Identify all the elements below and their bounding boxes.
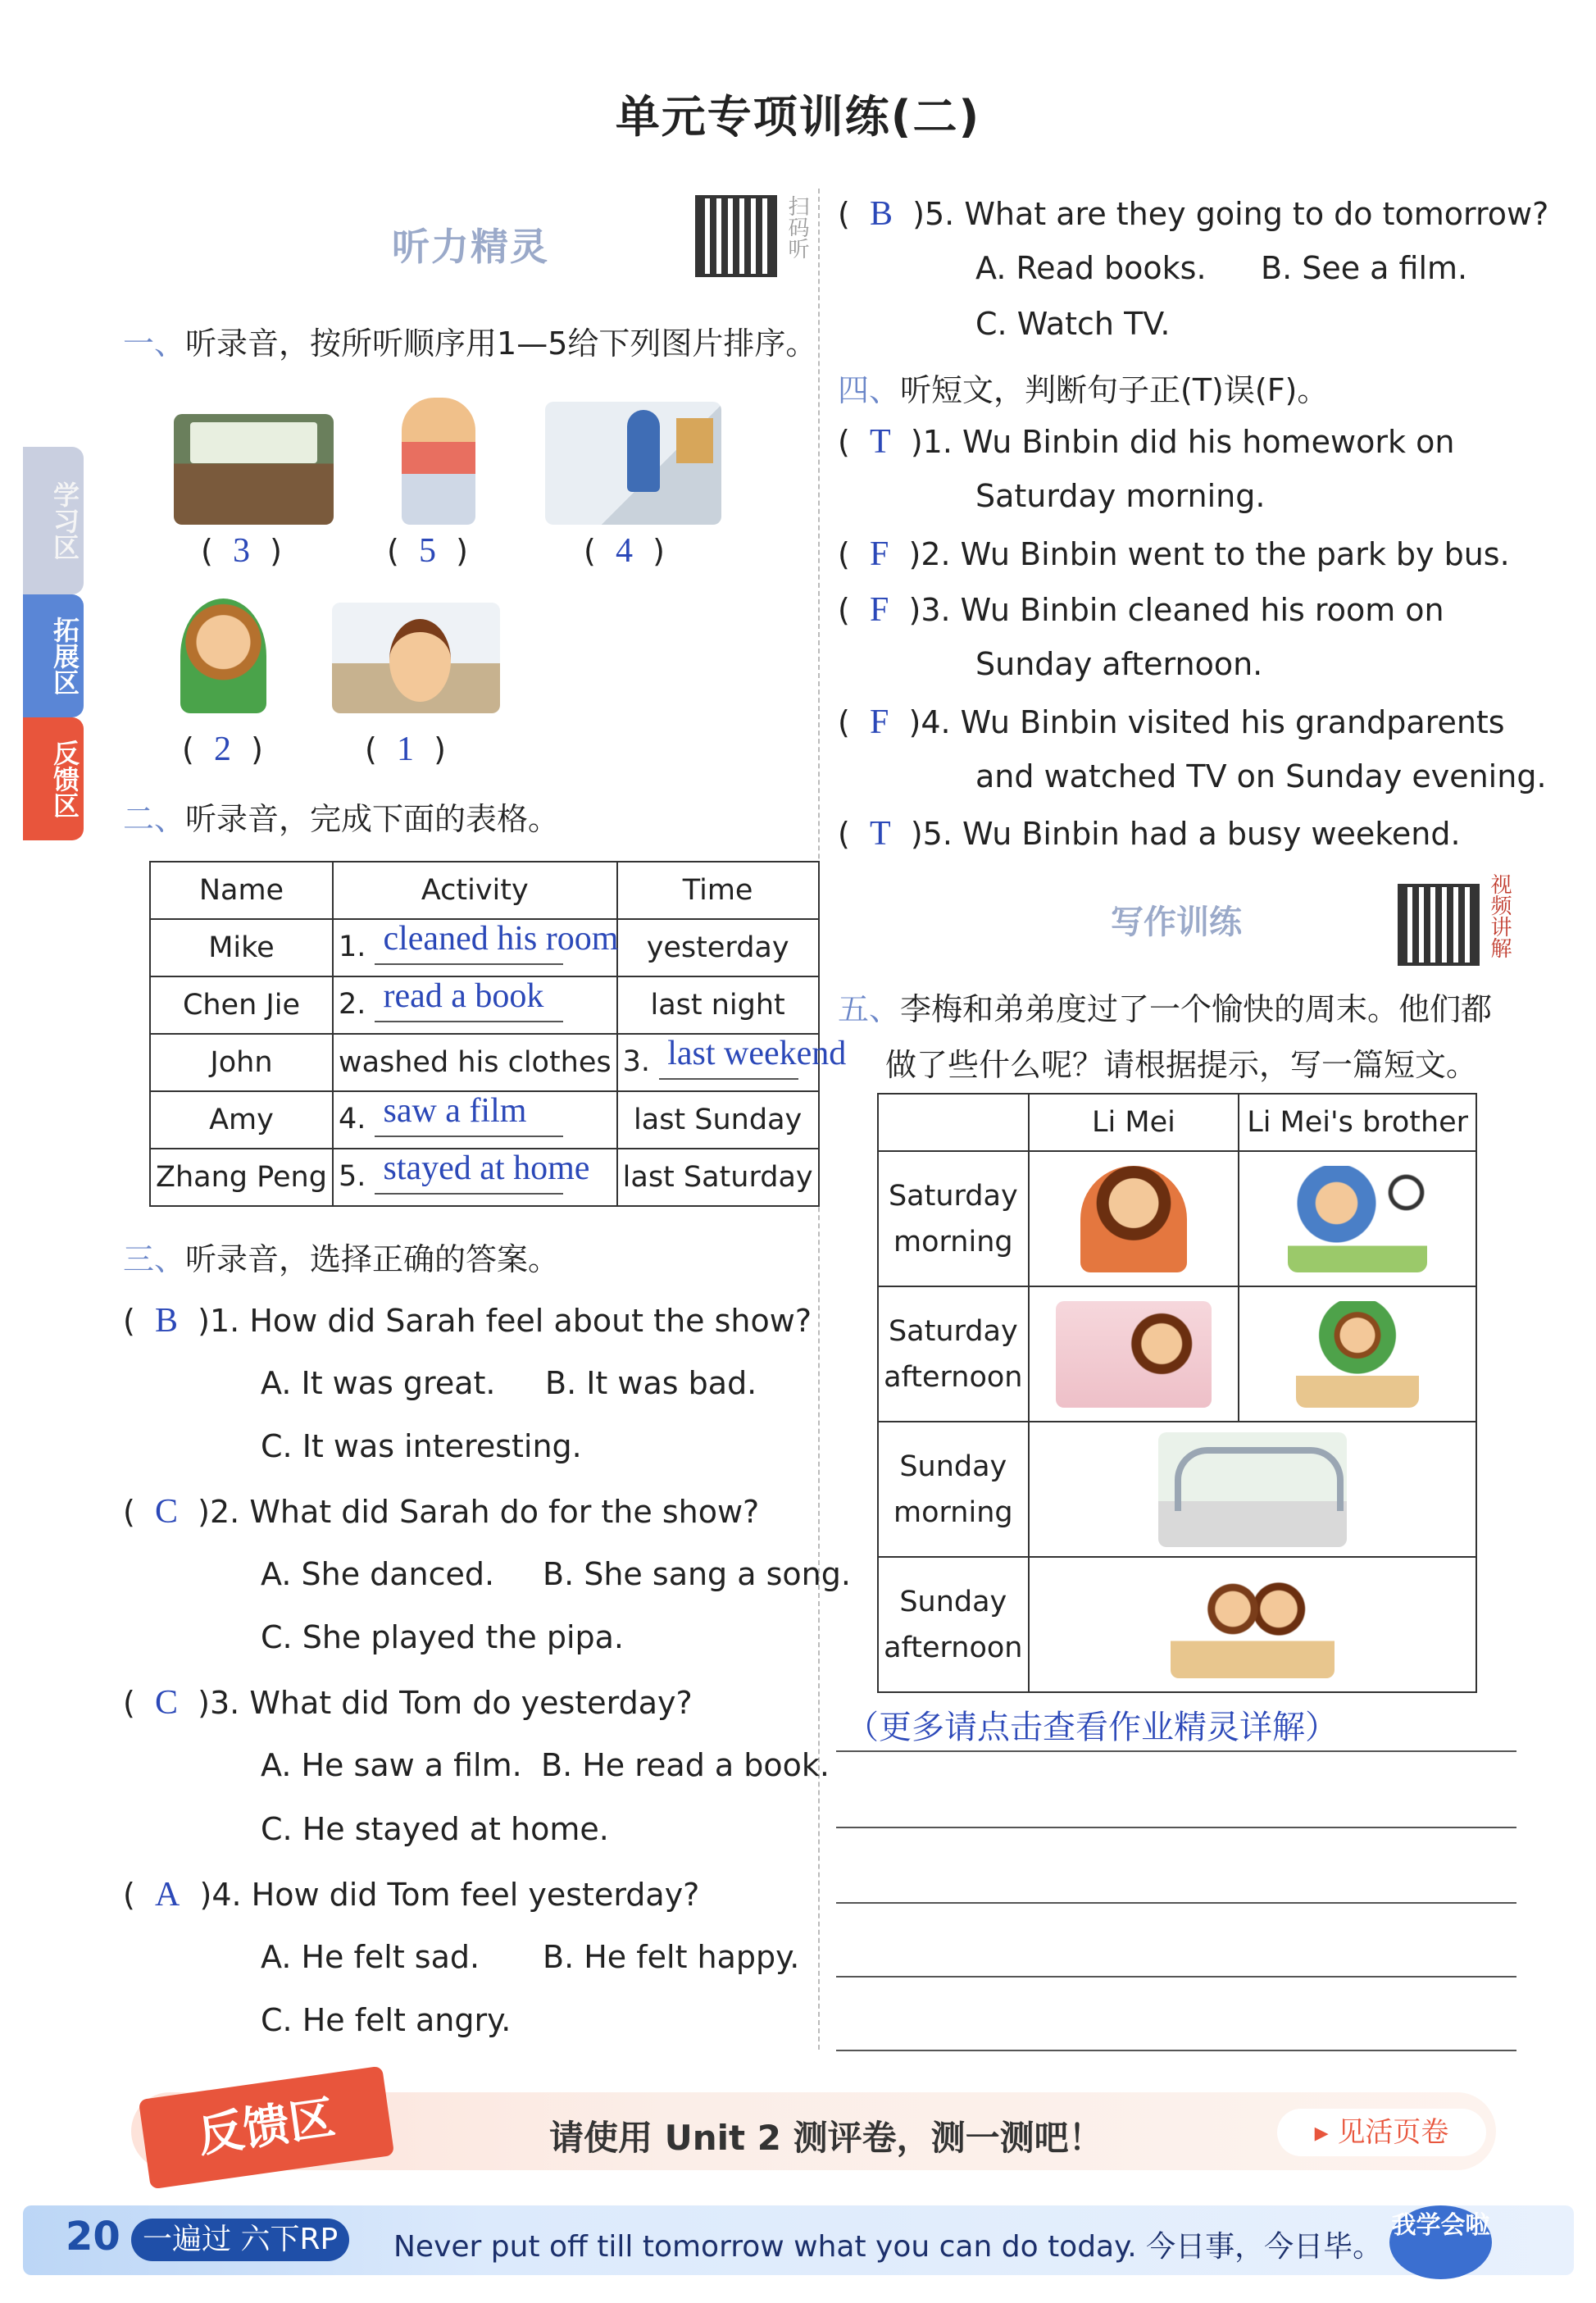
- tf-item-2: ( F )2. Wu Binbin went to the park by bus.: [838, 535, 1510, 573]
- option-c: C. She played the pipa.: [261, 1619, 624, 1655]
- side-tab-label: 拓展区: [49, 617, 80, 695]
- option-a: A. He saw a film.: [261, 1747, 522, 1783]
- table-row: [878, 1557, 1476, 1692]
- row-label-line: afternoon: [884, 1360, 1023, 1394]
- tf-item-1-cont: Saturday morning.: [975, 478, 1266, 514]
- more-details-link[interactable]: （更多请点击查看作业精灵详解）: [846, 1709, 1338, 1745]
- zoo-picture: [1029, 1422, 1476, 1557]
- item-text: )3. Wu Binbin cleaned his room on: [908, 592, 1444, 628]
- tf-item-3-cont: Sunday afternoon.: [975, 646, 1263, 682]
- question-3: ( C )3. What did Tom do yesterday?: [123, 1684, 693, 1722]
- handwritten-answer: last weekend: [667, 1035, 847, 1072]
- row-label-line: morning: [893, 1225, 1013, 1258]
- table-row: [878, 1286, 1476, 1422]
- qr-code-icon[interactable]: [695, 195, 777, 277]
- option-a: A. Read books.: [975, 250, 1207, 286]
- option-b: B. It was bad.: [545, 1365, 757, 1401]
- qr-hint: 视频讲解: [1487, 873, 1512, 958]
- side-tab-study[interactable]: [23, 447, 84, 594]
- header-cell: Activity: [333, 862, 617, 919]
- page-number: 20: [66, 2214, 120, 2260]
- row-label: [878, 1286, 1029, 1422]
- row-label-line: Sunday: [899, 1585, 1007, 1618]
- time-cell: last night: [617, 976, 819, 1034]
- writing-tag: 写作训练: [1111, 903, 1242, 941]
- option-a: A. It was great.: [261, 1365, 496, 1401]
- blank-number: 2.: [338, 988, 366, 1021]
- cinema-picture: [174, 414, 334, 525]
- page-title: 单元专项训练(二): [615, 91, 981, 143]
- section-5-heading-cont: 做了些什么呢？请根据提示，写一篇短文。: [885, 1047, 1478, 1083]
- section-5-heading: [838, 984, 1492, 1029]
- time-cell: last Saturday: [617, 1149, 819, 1206]
- item-text: )2. Wu Binbin went to the park by bus.: [908, 536, 1510, 572]
- section-number: 一、: [123, 325, 186, 362]
- button-label: 见活页卷: [1337, 2116, 1449, 2149]
- option-c: C. He felt angry.: [261, 2002, 512, 2038]
- table-header-row: [150, 862, 819, 919]
- table-row: [150, 1034, 819, 1091]
- limei-tv-picture: [1029, 1286, 1239, 1422]
- side-tab-expand[interactable]: [23, 594, 84, 717]
- option-b: B. He read a book.: [541, 1747, 830, 1783]
- tf-item-4-cont: and watched TV on Sunday evening.: [975, 758, 1547, 794]
- handwritten-answer: cleaned his room: [383, 920, 619, 958]
- answer-value: 2: [213, 730, 231, 768]
- name-cell: Amy: [150, 1091, 333, 1149]
- item-text: )1. Wu Binbin did his homework on: [910, 424, 1455, 460]
- writing-line[interactable]: [836, 1827, 1516, 1828]
- section-1-heading: [123, 318, 816, 363]
- question-text: )1. How did Sarah feel about the show?: [198, 1303, 812, 1339]
- see-loose-leaf-button[interactable]: [1277, 2109, 1486, 2156]
- row-label-line: morning: [893, 1495, 1013, 1529]
- blank-number: 1.: [338, 931, 366, 963]
- table-row: [150, 976, 819, 1034]
- motto: Never put off till tomorrow what you can do today. 今日事，今日毕。: [393, 2230, 1383, 2264]
- option-c: C. It was interesting.: [261, 1428, 582, 1464]
- question-text: )5. What are they going to do tomorrow?: [912, 196, 1549, 232]
- section-text: 听录音，选择正确的答案。: [185, 1241, 560, 1277]
- answer-value[interactable]: C: [154, 1684, 178, 1722]
- book-badge: [131, 2219, 349, 2261]
- tf-item-1: ( T )1. Wu Binbin did his homework on: [838, 423, 1455, 461]
- writing-line[interactable]: [836, 2050, 1516, 2051]
- row-label: [878, 1557, 1029, 1692]
- qr-hint: 扫码听: [784, 195, 809, 259]
- name-cell: John: [150, 1034, 333, 1091]
- answer-value[interactable]: T: [869, 815, 891, 853]
- section-number: 二、: [123, 801, 186, 837]
- play-arrow-icon: ▸: [1314, 2116, 1338, 2149]
- row-label: [878, 1422, 1029, 1557]
- option-a: A. She danced.: [261, 1556, 495, 1592]
- table-row: [878, 1151, 1476, 1286]
- name-cell: Chen Jie: [150, 976, 333, 1034]
- header-cell: Li Mei's brother: [1239, 1094, 1476, 1151]
- writing-line[interactable]: [836, 1976, 1516, 1978]
- girl-washing-picture: [332, 603, 500, 713]
- side-tab-label: 反馈区: [49, 740, 80, 818]
- writing-line[interactable]: [836, 1902, 1516, 1904]
- row-label: [878, 1151, 1029, 1286]
- header-cell: Time: [617, 862, 819, 919]
- answer-value: 5: [418, 532, 436, 570]
- row-label-line: Saturday: [888, 1314, 1018, 1348]
- time-cell: yesterday: [617, 919, 819, 976]
- boy-cleaning-picture: [545, 402, 721, 525]
- section-3-heading: [123, 1234, 559, 1279]
- question-text: )2. What did Sarah do for the show?: [198, 1494, 760, 1530]
- grade-label: 六下RP: [240, 2223, 339, 2256]
- answer-paren-4[interactable]: ( 2 ): [182, 730, 263, 768]
- section-number: 三、: [123, 1241, 186, 1277]
- question-1: ( B )1. How did Sarah feel about the show?: [123, 1302, 812, 1340]
- answer-value[interactable]: F: [869, 703, 889, 741]
- section-number: 四、: [838, 372, 901, 408]
- siblings-reading-picture: [1029, 1557, 1476, 1692]
- boy-sick-picture: [180, 599, 266, 713]
- option-b: B. See a film.: [1261, 250, 1468, 286]
- answer-value[interactable]: F: [869, 535, 889, 573]
- question-5: ( B )5. What are they going to do tomorrow?: [838, 195, 1549, 233]
- section-text: 听录音，完成下面的表格。: [185, 801, 560, 837]
- tf-item-3: ( F )3. Wu Binbin cleaned his room on: [838, 591, 1444, 629]
- table-row: [150, 919, 819, 976]
- header-cell: Name: [150, 862, 333, 919]
- name-cell: Mike: [150, 919, 333, 976]
- section-number: 五、: [838, 991, 901, 1027]
- brother-football-picture: [1239, 1151, 1476, 1286]
- option-b: B. She sang a song.: [543, 1556, 851, 1592]
- side-tab-label: 学习区: [49, 481, 80, 560]
- table-row: [150, 1149, 819, 1206]
- blank-number: 5.: [338, 1160, 366, 1193]
- section-text: 听短文，判断句子正(T)误(F)。: [900, 372, 1329, 408]
- answer-value: 4: [615, 532, 633, 570]
- answer-value[interactable]: B: [869, 195, 893, 233]
- listen-tag: 听力精灵: [392, 225, 549, 269]
- blank-number: 4.: [338, 1103, 366, 1136]
- option-b: B. He felt happy.: [543, 1939, 800, 1975]
- achievement-badge: 我学会啦: [1389, 2205, 1492, 2279]
- answer-value[interactable]: C: [154, 1493, 178, 1531]
- feedback-text: 请使用 Unit 2 测评卷，测一测吧！: [549, 2118, 1103, 2158]
- section-text: 李梅和弟弟度过了一个愉快的周末。他们都: [900, 991, 1493, 1027]
- tf-item-4: ( F )4. Wu Binbin visited his grandparents: [838, 703, 1505, 741]
- table-header-row: [878, 1094, 1476, 1151]
- qr-code-icon[interactable]: [1398, 884, 1480, 966]
- book-name: 一遍过: [143, 2223, 232, 2256]
- weekend-table: [877, 1093, 1477, 1693]
- activity-cell[interactable]: [333, 919, 617, 976]
- answer-value[interactable]: B: [154, 1302, 178, 1340]
- item-text: )4. Wu Binbin visited his grandparents: [908, 704, 1505, 740]
- time-cell: last Sunday: [617, 1091, 819, 1149]
- name-cell: Zhang Peng: [150, 1149, 333, 1206]
- item-text: )5. Wu Binbin had a busy weekend.: [910, 816, 1461, 852]
- time-cell[interactable]: [617, 1034, 847, 1091]
- writing-line[interactable]: [836, 1750, 1516, 1752]
- blank-number: 3.: [622, 1045, 651, 1078]
- handwritten-answer: stayed at home: [383, 1149, 590, 1187]
- side-tab-feedback[interactable]: [23, 717, 84, 840]
- answer-paren-5[interactable]: ( 1 ): [365, 730, 446, 768]
- section-4-heading: [838, 365, 1328, 410]
- answer-paren-1[interactable]: ( 3 ): [201, 532, 282, 570]
- table-row: [150, 1091, 819, 1149]
- handwritten-answer: saw a film: [383, 1092, 527, 1130]
- question-text: )3. What did Tom do yesterday?: [198, 1685, 693, 1721]
- activity-cell: washed his clothes: [333, 1034, 617, 1091]
- activity-cell[interactable]: [333, 1149, 617, 1206]
- question-4: ( A )4. How did Tom feel yesterday?: [123, 1876, 700, 1914]
- row-label-line: afternoon: [884, 1631, 1023, 1664]
- answer-value: 3: [232, 532, 250, 570]
- table-row: [878, 1422, 1476, 1557]
- answer-paren-3[interactable]: ( 4 ): [584, 532, 665, 570]
- feedback-label: 反馈区: [139, 2066, 394, 2190]
- option-a: A. He felt sad.: [261, 1939, 480, 1975]
- girl-reading-picture: [402, 398, 475, 525]
- limei-homework-picture: [1029, 1151, 1239, 1286]
- option-c: C. Watch TV.: [975, 306, 1171, 342]
- activity-cell[interactable]: [333, 976, 617, 1034]
- answer-value[interactable]: A: [154, 1876, 180, 1914]
- row-label-line: Sunday: [899, 1450, 1007, 1483]
- brother-toy-car-picture: [1239, 1286, 1476, 1422]
- question-text: )4. How did Tom feel yesterday?: [199, 1877, 700, 1913]
- option-c: C. He stayed at home.: [261, 1811, 609, 1847]
- question-2: ( C )2. What did Sarah do for the show?: [123, 1493, 760, 1531]
- answer-value[interactable]: T: [869, 423, 891, 461]
- header-cell: Li Mei: [1029, 1094, 1239, 1151]
- section-text: 听录音，按所听顺序用1—5给下列图片排序。: [185, 325, 817, 362]
- activity-table: [149, 861, 847, 1207]
- handwritten-answer: read a book: [383, 977, 544, 1015]
- tf-item-5: ( T )5. Wu Binbin had a busy weekend.: [838, 815, 1461, 853]
- row-label-line: Saturday: [888, 1179, 1018, 1213]
- answer-paren-2[interactable]: ( 5 ): [387, 532, 468, 570]
- answer-value[interactable]: F: [869, 591, 889, 629]
- section-2-heading: [123, 794, 559, 839]
- activity-cell[interactable]: [333, 1091, 617, 1149]
- answer-value: 1: [396, 730, 414, 768]
- corner-cell: [878, 1094, 1029, 1151]
